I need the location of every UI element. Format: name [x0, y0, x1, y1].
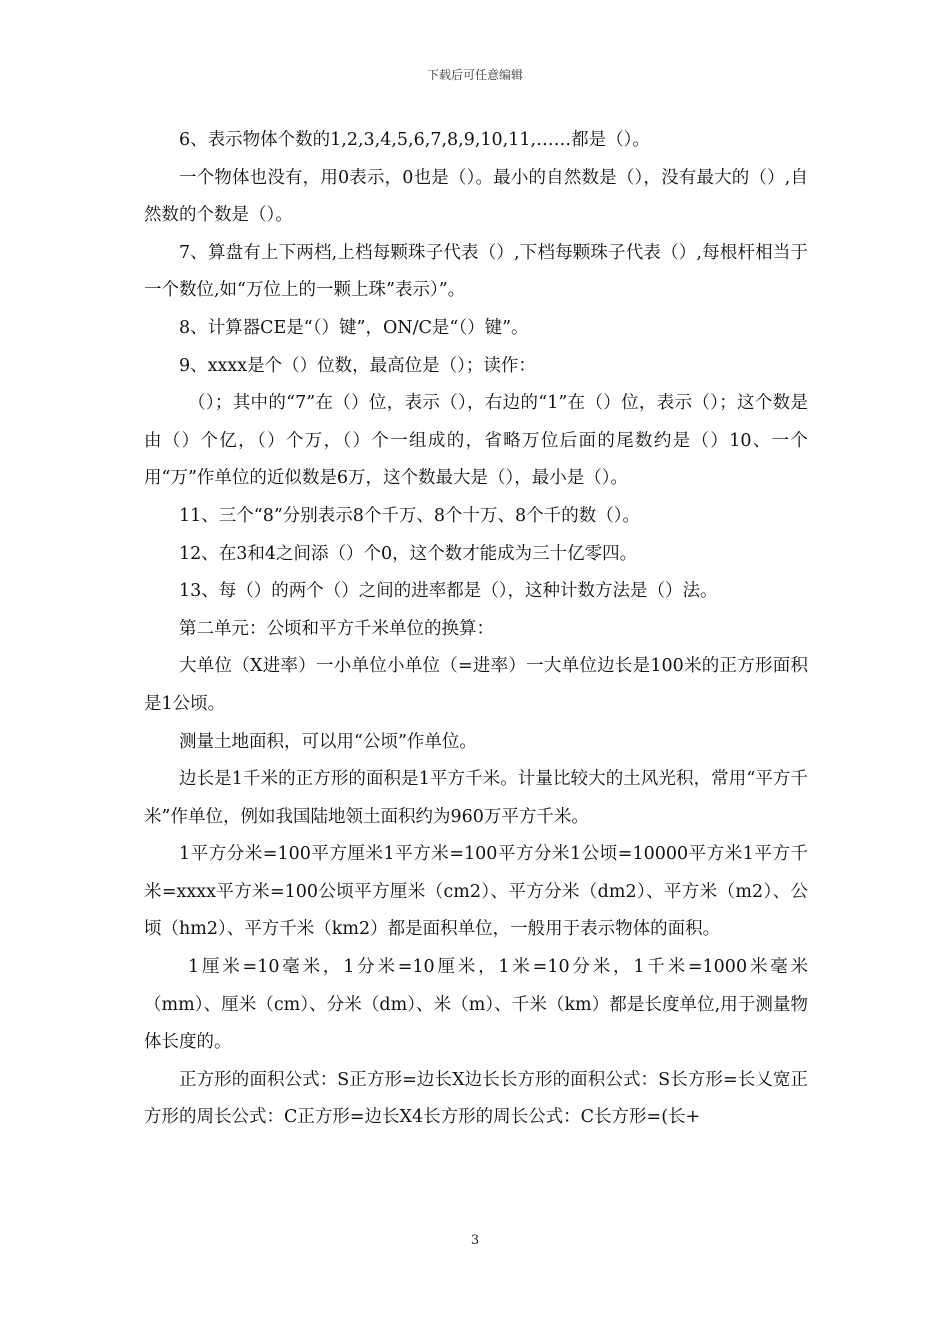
paragraph-q7: 7、算盘有上下两档,上档每颗珠子代表（）,下档每颗珠子代表（）,每根杆相当于一个数位,如“万位上的一颗上珠”表示）”。: [144, 242, 808, 301]
paragraph-area-units: 1平方分米=100平方厘米1平方米=100平方分米1公顷=10000平方米1平方千米=xxxx平方米=100公顷平方厘米（cm2）、平方分米（dm2）、平方米（m2）、公顷（hm2）、平方千米（km2）都是面积单位，一般用于表示物体的面积。: [144, 844, 808, 940]
paragraph-natural-number: 一个物体也没有，用0表示，0也是（）。最小的自然数是（），没有最大的（）,自然数的个数是（）。: [144, 167, 808, 226]
section-heading-unit-2: 第二单元：公顷和平方千米单位的换算：: [179, 618, 494, 639]
paragraph-q11: 11、三个“8”分别表示8个千万、8个十万、8个千的数（）。: [179, 505, 640, 526]
paragraph-q8: 8、计算器CE是“（）键”，ON/C是“（）键”。: [179, 317, 529, 338]
paragraph-length-units: 1厘米=10毫米，1分米=10厘米，1米=10分米，1千米=1000米毫米（mm）、厘米（cm）、分米（dm）、米（m）、千米（km）都是长度单位,用于测量物体长度的。: [144, 957, 808, 1053]
paragraph-unit-conversion: 大单位（X进率）一小单位小单位（=进率）一大单位边长是100米的正方形面积是1公顷。: [144, 656, 808, 714]
paragraph-q12: 12、在3和4之间添（）个0，这个数才能成为三十亿零四。: [179, 543, 638, 564]
page-number: 3: [470, 1233, 480, 1248]
document-body: [144, 122, 808, 1137]
paragraph-q13: 13、每（）的两个（）之间的进率都是（），这种计数方法是（）法。: [179, 581, 718, 602]
paragraph-formulas: 正方形的面积公式：S正方形=边长X边长长方形的面积公式：S长方形=长乂宽正方形的周长公式：C正方形=边长X4长方形的周长公式：C长方形=(长+: [144, 1069, 808, 1128]
paragraph-land-area: 测量土地面积，可以用“公顷”作单位。: [179, 731, 477, 752]
paragraph-q9-q10: （）；其中的“7”在（）位，表示（），右边的“1”在（）位，表示（）；这个数是由（）个亿，（）个万，（）个一组成的，省略万位后面的尾数约是（）10、一个用“万”作单位的近似数是6万，这个数最大是（），最小是（）。: [144, 393, 808, 489]
page-header: 下载后可任意编辑: [426, 68, 523, 82]
paragraph-q6: 6、表示物体个数的1,2,3,4,5,6,7,8,9,10,11,……都是（）。: [179, 130, 650, 150]
paragraph-square-kilometer: 边长是1千米的正方形的面积是1平方千米。计量比较大的土风光积，常用“平方千米”作单位，例如我国陆地领土面积约为960万平方千米。: [144, 769, 808, 827]
paragraph-q9: 9、xxxx是个（）位数，最高位是（）；读作：: [179, 355, 536, 376]
